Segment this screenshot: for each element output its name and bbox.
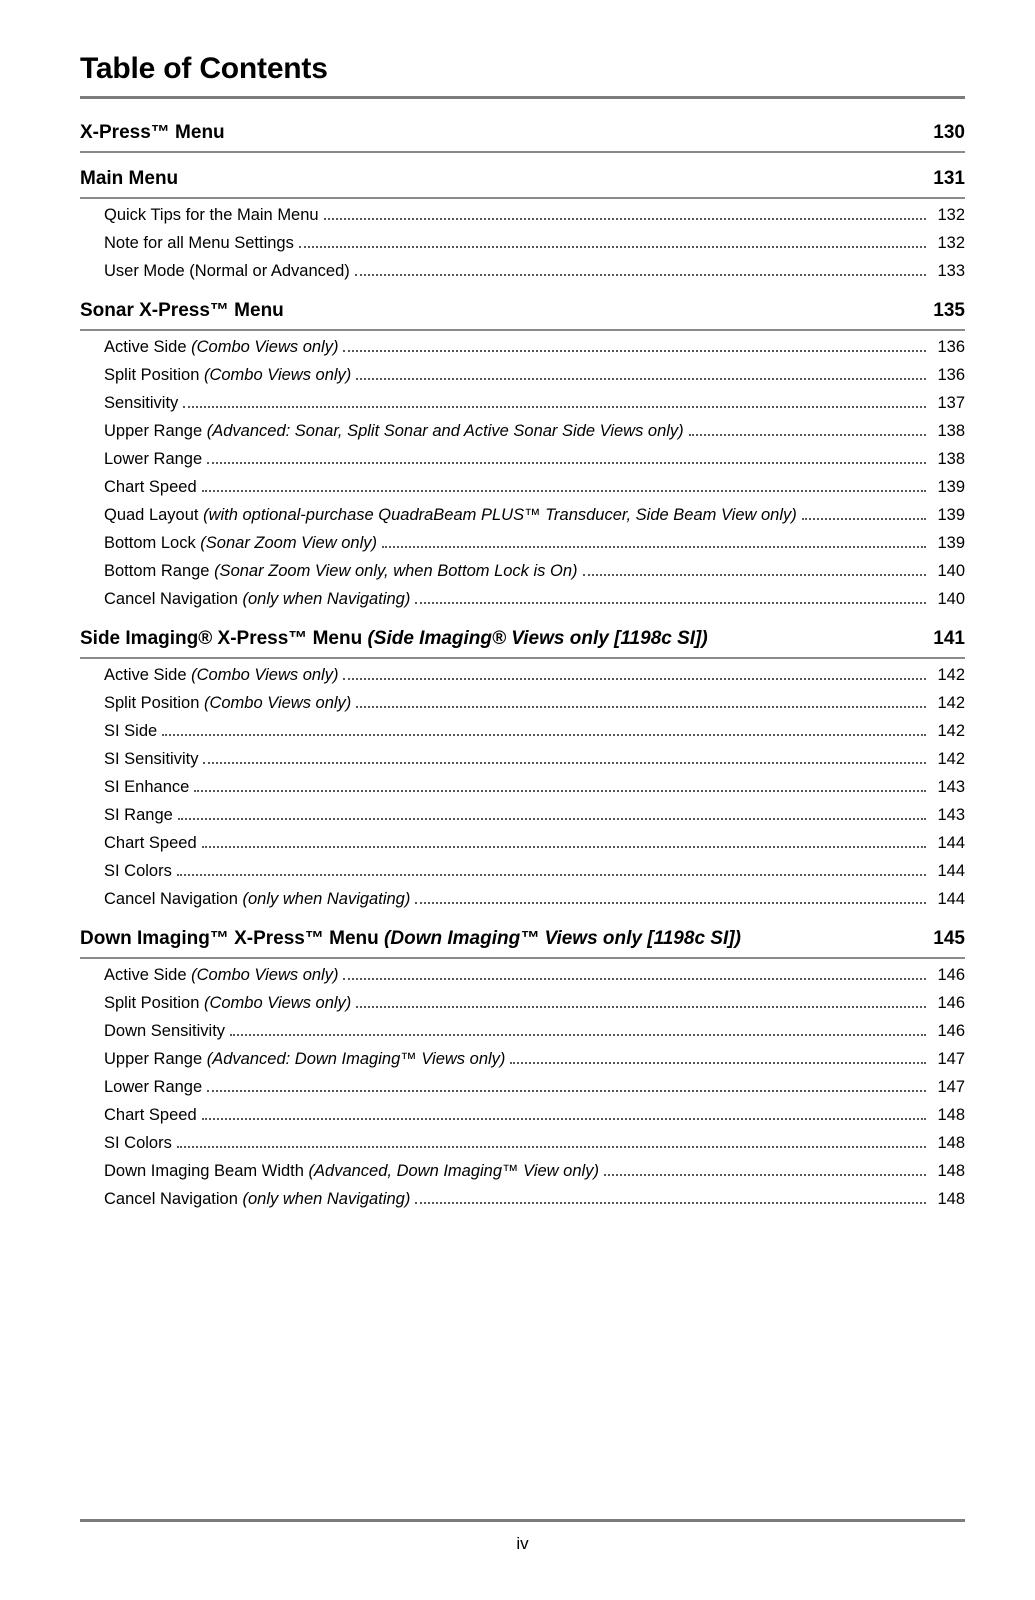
toc-entry-page-number: 144 xyxy=(937,861,965,880)
toc-dot-leader xyxy=(194,790,926,792)
toc-entry-page-number: 148 xyxy=(937,1133,965,1152)
toc-entry-label: Cancel Navigation (only when Navigating) xyxy=(104,1189,411,1208)
toc-entry[interactable] xyxy=(104,1101,965,1129)
toc-entry[interactable] xyxy=(104,1073,965,1101)
toc-entry-page-number: 147 xyxy=(937,1049,965,1068)
toc-entry-page-number: 138 xyxy=(937,449,965,468)
toc-entry-label: Lower Range xyxy=(104,1077,203,1096)
toc-entry[interactable] xyxy=(104,1045,965,1073)
toc-heading-page-number: 145 xyxy=(933,928,965,949)
toc-entry[interactable] xyxy=(104,257,965,285)
toc-entry[interactable] xyxy=(104,201,965,229)
toc-entry-qualifier: (only when Navigating) xyxy=(242,589,411,608)
toc-entry-qualifier: (only when Navigating) xyxy=(242,1189,411,1208)
toc-dot-leader xyxy=(202,846,926,848)
toc-entry[interactable] xyxy=(104,689,965,717)
toc-entry-qualifier: (Advanced: Sonar, Split Sonar and Active Sonar Side Views only) xyxy=(206,421,684,440)
toc-entry-label: Down Sensitivity xyxy=(104,1021,226,1040)
page-number: iv xyxy=(516,1534,529,1553)
toc-entry-label: SI Side xyxy=(104,721,158,740)
toc-entry[interactable] xyxy=(104,557,965,585)
toc-entry[interactable] xyxy=(104,229,965,257)
toc-group xyxy=(80,115,965,153)
toc-entry-label: Bottom Lock (Sonar Zoom View only) xyxy=(104,533,377,552)
toc-dot-leader xyxy=(356,706,926,708)
toc-dot-leader xyxy=(230,1034,926,1036)
toc-heading-label: Sonar X-Press™ Menu xyxy=(80,300,284,321)
toc-entry-qualifier: (only when Navigating) xyxy=(242,889,411,908)
toc-entry-page-number: 136 xyxy=(937,365,965,384)
toc-entry-qualifier: (Sonar Zoom View only) xyxy=(200,533,377,552)
toc-entry-label: Upper Range (Advanced: Down Imaging™ Views only) xyxy=(104,1049,506,1068)
toc-entry[interactable] xyxy=(104,773,965,801)
toc-dot-leader xyxy=(510,1062,926,1064)
toc-heading-entry[interactable] xyxy=(80,115,965,153)
toc-entry-label: Chart Speed xyxy=(104,833,197,852)
toc-entry-page-number: 142 xyxy=(937,665,965,684)
toc-entry[interactable] xyxy=(104,745,965,773)
toc-heading-entry[interactable] xyxy=(80,621,965,659)
toc-entry[interactable] xyxy=(104,1185,965,1213)
toc-entry-label: Chart Speed xyxy=(104,1105,197,1124)
toc-entry[interactable] xyxy=(104,801,965,829)
toc-entry-qualifier: (Advanced, Down Imaging™ View only) xyxy=(308,1161,599,1180)
toc-entry-page-number: 136 xyxy=(937,337,965,356)
page-title: Table of Contents xyxy=(80,52,328,85)
toc-entry-label: Sensitivity xyxy=(104,393,179,412)
toc-dot-leader xyxy=(324,218,926,220)
toc-entry-page-number: 139 xyxy=(937,533,965,552)
toc-entry-label: Quad Layout (with optional-purchase QuadraBeam PLUS™ Transducer, Side Beam View only) xyxy=(104,505,797,524)
toc-entry-label: SI Enhance xyxy=(104,777,190,796)
toc-dot-leader xyxy=(689,434,926,436)
toc-heading-page-number: 131 xyxy=(933,168,965,189)
footer-divider xyxy=(80,1519,965,1522)
toc-dot-leader xyxy=(162,734,926,736)
toc-entry-qualifier: (Advanced: Down Imaging™ Views only) xyxy=(206,1049,506,1068)
toc-dot-leader xyxy=(356,1006,926,1008)
toc-entry-label: Active Side (Combo Views only) xyxy=(104,337,339,356)
toc-dot-leader xyxy=(203,762,926,764)
toc-entry-page-number: 142 xyxy=(937,749,965,768)
toc-entry-label: SI Sensitivity xyxy=(104,749,199,768)
toc-entry[interactable] xyxy=(104,857,965,885)
toc-entry-qualifier: (Combo Views only) xyxy=(191,665,339,684)
toc-entry-page-number: 148 xyxy=(937,1189,965,1208)
toc-group xyxy=(80,921,965,1213)
toc-entry-label: SI Range xyxy=(104,805,173,824)
toc-entry-qualifier: (Combo Views only) xyxy=(203,993,352,1012)
toc-dot-leader xyxy=(355,274,926,276)
toc-heading-label: X-Press™ Menu xyxy=(80,122,225,143)
toc-entry-page-number: 140 xyxy=(937,561,965,580)
toc-entry-page-number: 144 xyxy=(937,833,965,852)
toc-entry-label: Cancel Navigation (only when Navigating) xyxy=(104,889,411,908)
toc-dot-leader xyxy=(207,462,926,464)
toc-entry-label: Quick Tips for the Main Menu xyxy=(104,205,319,224)
toc-heading-label: Down Imaging™ X-Press™ Menu (Down Imaging™ Views only [1198c SI]) xyxy=(80,928,741,949)
toc-heading-entry[interactable] xyxy=(80,293,965,331)
toc-heading-qualifier: (Down Imaging™ Views only [1198c SI]) xyxy=(384,928,741,949)
toc-dot-leader xyxy=(299,246,926,248)
toc-entry-label: Down Imaging Beam Width (Advanced, Down Imaging™ View only) xyxy=(104,1161,599,1180)
toc-entry-label: User Mode (Normal or Advanced) xyxy=(104,261,350,280)
toc-entry-page-number: 137 xyxy=(937,393,965,412)
toc-entry-page-number: 143 xyxy=(937,777,965,796)
toc-dot-leader xyxy=(583,574,926,576)
toc-entry[interactable] xyxy=(104,417,965,445)
toc-entry-page-number: 144 xyxy=(937,889,965,908)
toc-entry-label: Split Position (Combo Views only) xyxy=(104,993,352,1012)
toc-entry-label: Lower Range xyxy=(104,449,203,468)
toc-heading-label: Main Menu xyxy=(80,168,179,189)
toc-entry-page-number: 148 xyxy=(937,1161,965,1180)
toc-entry[interactable] xyxy=(104,1157,965,1185)
toc-entry[interactable] xyxy=(104,361,965,389)
toc-entry-label: Note for all Menu Settings xyxy=(104,233,294,252)
toc-entry[interactable] xyxy=(104,1129,965,1157)
toc-entry[interactable] xyxy=(104,1017,965,1045)
toc-heading-page-number: 141 xyxy=(933,628,965,649)
toc-entry-qualifier: (Combo Views only) xyxy=(203,693,352,712)
toc-entry-page-number: 148 xyxy=(937,1105,965,1124)
toc-entry-qualifier: (with optional-purchase QuadraBeam PLUS™ Transducer, Side Beam View only) xyxy=(203,505,797,524)
toc-entry[interactable] xyxy=(104,585,965,613)
toc-dot-leader xyxy=(202,1118,926,1120)
toc-dot-leader xyxy=(415,902,926,904)
toc-dot-leader xyxy=(177,874,926,876)
toc-entry-page-number: 142 xyxy=(937,693,965,712)
toc-dot-leader xyxy=(183,406,926,408)
toc-entry[interactable] xyxy=(104,885,965,913)
toc-entry-page-number: 140 xyxy=(937,589,965,608)
toc-heading-qualifier: (Side Imaging® Views only [1198c SI]) xyxy=(367,628,708,649)
toc-entry[interactable] xyxy=(104,473,965,501)
toc-entry-label: Split Position (Combo Views only) xyxy=(104,693,352,712)
toc-entry-qualifier: (Combo Views only) xyxy=(191,337,339,356)
toc-entry[interactable] xyxy=(104,661,965,689)
toc-dot-leader xyxy=(415,1202,926,1204)
toc-entry-label: Active Side (Combo Views only) xyxy=(104,965,339,984)
toc-dot-leader xyxy=(382,546,926,548)
table-of-contents xyxy=(80,115,965,1213)
toc-entry[interactable] xyxy=(104,529,965,557)
toc-entry-label: Upper Range (Advanced: Sonar, Split Sonar and Active Sonar Side Views only) xyxy=(104,421,684,440)
toc-entry-label: Cancel Navigation (only when Navigating) xyxy=(104,589,411,608)
toc-group xyxy=(80,621,965,913)
toc-dot-leader xyxy=(343,678,926,680)
toc-heading-entry[interactable] xyxy=(80,921,965,959)
toc-entry[interactable] xyxy=(104,389,965,417)
toc-dot-leader xyxy=(604,1174,926,1176)
toc-entry-label: Split Position (Combo Views only) xyxy=(104,365,352,384)
toc-entry-label: Chart Speed xyxy=(104,477,197,496)
toc-entry-page-number: 138 xyxy=(937,421,965,440)
toc-entry[interactable] xyxy=(104,961,965,989)
toc-entry-qualifier: (Combo Views only) xyxy=(191,965,339,984)
toc-heading-page-number: 130 xyxy=(933,122,965,143)
toc-heading-entry[interactable] xyxy=(80,161,965,199)
toc-entry-label: Bottom Range (Sonar Zoom View only, when Bottom Lock is On) xyxy=(104,561,578,580)
toc-entry-page-number: 133 xyxy=(937,261,965,280)
toc-entry-label: Active Side (Combo Views only) xyxy=(104,665,339,684)
toc-dot-leader xyxy=(178,818,926,820)
toc-entry-page-number: 139 xyxy=(937,477,965,496)
toc-entry-qualifier: (Sonar Zoom View only, when Bottom Lock is On) xyxy=(214,561,578,580)
toc-dot-leader xyxy=(343,978,926,980)
toc-entry[interactable] xyxy=(104,445,965,473)
toc-dot-leader xyxy=(356,378,926,380)
toc-entry-page-number: 132 xyxy=(937,205,965,224)
page-footer xyxy=(80,1519,965,1554)
toc-dot-leader xyxy=(177,1146,926,1148)
toc-group xyxy=(80,161,965,285)
toc-entry[interactable] xyxy=(104,501,965,529)
toc-entry[interactable] xyxy=(104,989,965,1017)
toc-dot-leader xyxy=(415,602,926,604)
toc-entry-page-number: 146 xyxy=(937,993,965,1012)
toc-entry-page-number: 132 xyxy=(937,233,965,252)
title-divider xyxy=(80,96,965,99)
toc-entry-label: SI Colors xyxy=(104,1133,172,1152)
toc-entry-page-number: 146 xyxy=(937,1021,965,1040)
toc-dot-leader xyxy=(202,490,926,492)
toc-heading-label: Side Imaging® X-Press™ Menu (Side Imaging® Views only [1198c SI]) xyxy=(80,628,708,649)
toc-dot-leader xyxy=(802,518,926,520)
toc-entry-page-number: 146 xyxy=(937,965,965,984)
toc-dot-leader xyxy=(343,350,926,352)
toc-entry[interactable] xyxy=(104,829,965,857)
toc-entry[interactable] xyxy=(104,333,965,361)
toc-entry-page-number: 143 xyxy=(937,805,965,824)
toc-group xyxy=(80,293,965,613)
toc-entry[interactable] xyxy=(104,717,965,745)
toc-heading-page-number: 135 xyxy=(933,300,965,321)
toc-entry-page-number: 142 xyxy=(937,721,965,740)
toc-entry-qualifier: (Combo Views only) xyxy=(203,365,352,384)
toc-entry-label: SI Colors xyxy=(104,861,172,880)
toc-dot-leader xyxy=(207,1090,926,1092)
toc-entry-page-number: 147 xyxy=(937,1077,965,1096)
toc-entry-page-number: 139 xyxy=(937,505,965,524)
